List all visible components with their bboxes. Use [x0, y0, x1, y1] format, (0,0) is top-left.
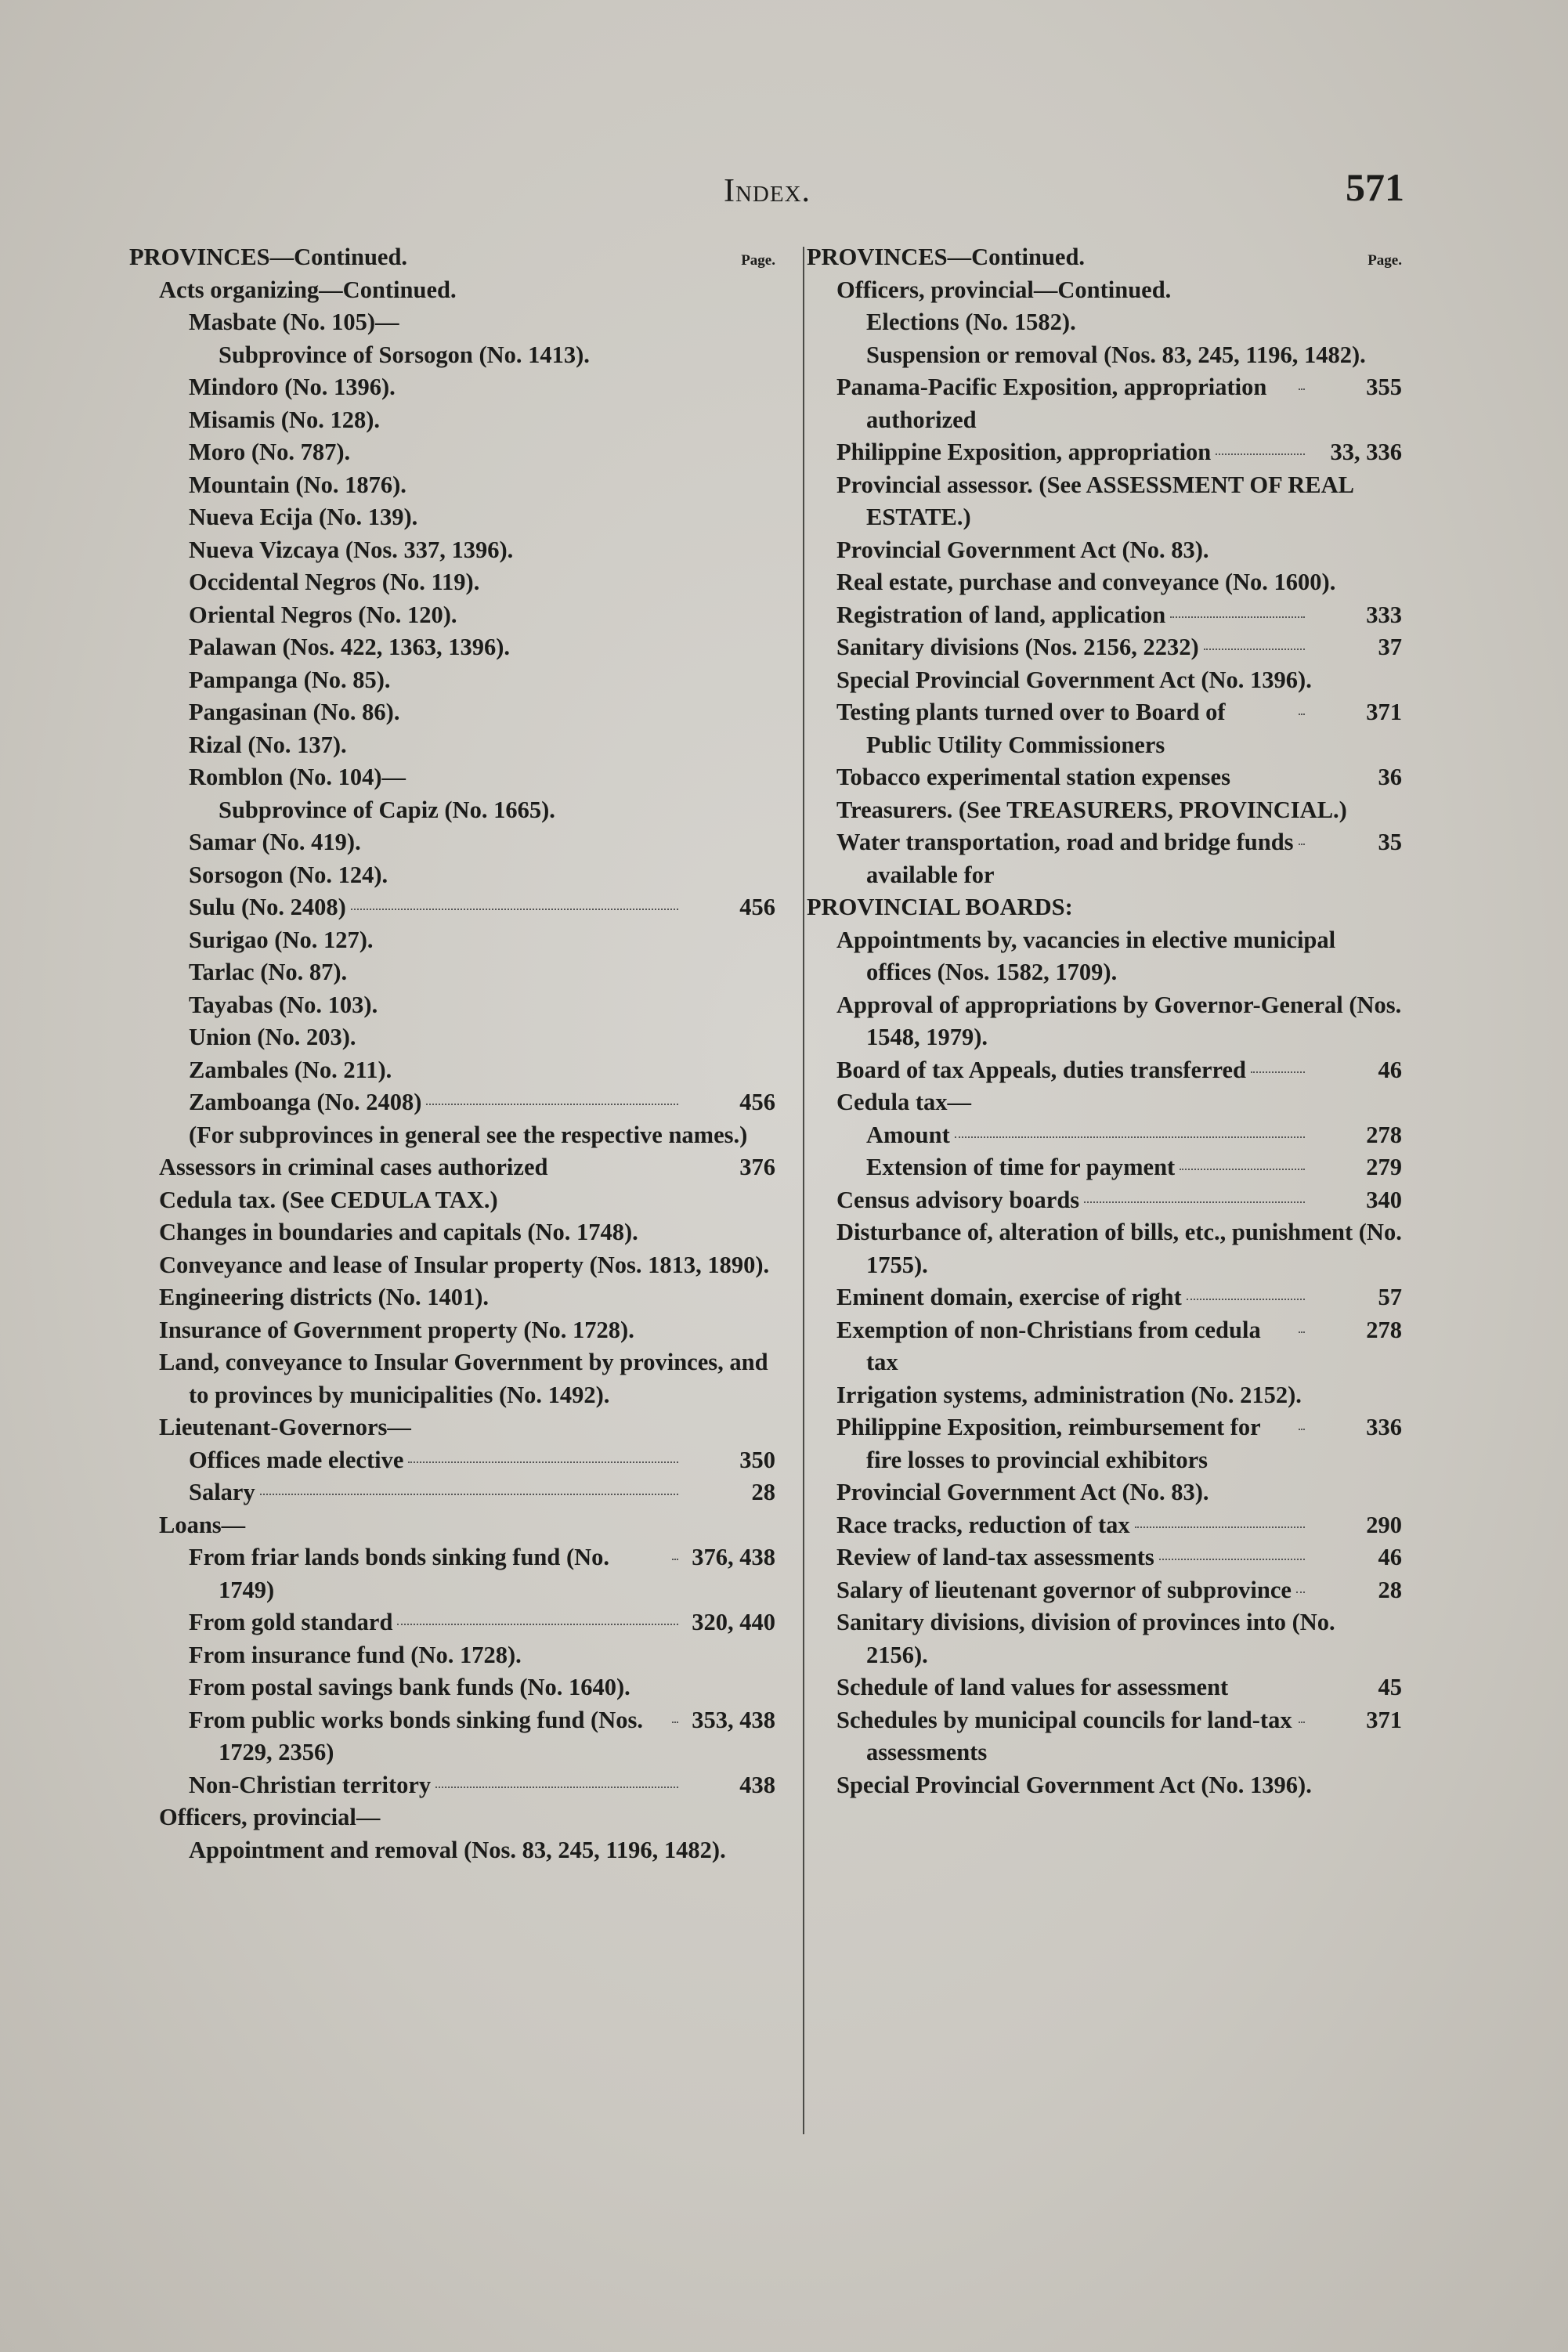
index-entry-text: Engineering districts (No. 1401).	[159, 1284, 490, 1310]
index-entry-text: Surigao (No. 127).	[189, 926, 374, 953]
left-column-heading-text: PROVINCES—Continued.	[129, 244, 408, 270]
index-entry-page: 28	[1378, 1576, 1402, 1603]
left-column	[129, 241, 775, 1866]
index-entry	[129, 534, 775, 567]
index-entry	[129, 1541, 775, 1606]
dot-leader	[1299, 844, 1305, 845]
index-entry-page: 279	[1366, 1154, 1402, 1180]
index-entry-text: Philippine Exposition, appropriation	[836, 439, 1212, 465]
index-entry	[129, 1801, 775, 1834]
dot-leader	[1084, 1201, 1305, 1203]
dot-leader	[672, 1722, 678, 1723]
index-entry-text: Elections (No. 1582).	[866, 309, 1076, 335]
index-entry-text: Pangasinan (No. 86).	[189, 699, 400, 725]
dot-leader	[1135, 1526, 1305, 1528]
index-entry-text: Cedula tax—	[836, 1089, 971, 1115]
index-entry	[807, 599, 1402, 632]
index-entry	[129, 924, 775, 957]
index-entry-text: From public works bonds sinking fund (Nos. 1729, 2356)	[189, 1706, 643, 1765]
left-entry-list	[129, 274, 775, 1867]
index-entry-text: Sanitary divisions (Nos. 2156, 2232)	[836, 634, 1199, 660]
index-entry	[129, 1086, 775, 1119]
dot-leader	[1170, 616, 1305, 618]
index-entry	[129, 274, 775, 307]
dot-leader	[351, 909, 678, 910]
index-entry	[807, 794, 1402, 827]
index-entry	[807, 891, 1402, 924]
dot-leader	[672, 1559, 678, 1560]
index-entry	[807, 1509, 1402, 1542]
index-entry	[129, 1281, 775, 1314]
index-entry-page: 33, 336	[1330, 439, 1402, 465]
index-entry	[807, 1151, 1402, 1184]
index-entry-text: From friar lands bonds sinking fund (No. 1749)	[189, 1544, 610, 1603]
index-entry-text: Treasurers. (See TREASURERS, PROVINCIAL.)	[836, 796, 1347, 823]
dot-leader	[1296, 1591, 1305, 1593]
dot-leader	[1299, 1331, 1305, 1333]
index-entry	[129, 599, 775, 632]
index-entry	[807, 761, 1402, 794]
index-entry-text: From postal savings bank funds (No. 1640).	[189, 1674, 630, 1700]
index-entry-text: Zambales (No. 211).	[189, 1056, 392, 1083]
index-entry-text: Census advisory boards	[836, 1186, 1080, 1213]
index-entry-text: Land, conveyance to Insular Government by provinces, and to provinces by municipalities (No. 1492).	[159, 1349, 768, 1408]
index-entry	[129, 664, 775, 697]
index-entry-text: Registration of land, application	[836, 601, 1166, 628]
index-entry-text: Philippine Exposition, reimbursement for fire losses to provincial exhibitors	[836, 1414, 1261, 1473]
index-entry-text: Union (No. 203).	[189, 1024, 356, 1050]
dot-leader	[435, 1787, 678, 1788]
index-entry	[129, 761, 775, 794]
index-entry	[807, 826, 1402, 891]
index-entry-text: Schedules by municipal councils for land-tax assessments	[836, 1706, 1292, 1765]
index-entry-text: Tayabas (No. 103).	[189, 991, 378, 1018]
index-entry	[129, 1314, 775, 1347]
index-entry-text: Sanitary divisions, division of provinces into (No. 2156).	[836, 1609, 1335, 1668]
index-entry	[807, 1216, 1402, 1281]
index-entry-page: 290	[1366, 1511, 1402, 1538]
index-entry-text: Masbate (No. 105)—	[189, 309, 399, 335]
index-entry-text: Insurance of Government property (No. 1728).	[159, 1316, 634, 1343]
index-entry-text: Misamis (No. 128).	[189, 406, 380, 433]
index-entry-page: 353, 438	[692, 1706, 775, 1733]
index-entry-page: 371	[1366, 699, 1402, 725]
index-entry-page: 278	[1366, 1121, 1402, 1148]
index-entry	[129, 1151, 775, 1184]
dot-leader	[426, 1104, 678, 1105]
index-entry-text: Extension of time for payment	[866, 1154, 1176, 1180]
index-entry-text: PROVINCIAL BOARDS:	[807, 894, 1073, 920]
index-entry	[807, 534, 1402, 567]
index-entry	[807, 989, 1402, 1054]
dot-leader	[1299, 1429, 1305, 1430]
index-entry	[129, 631, 775, 664]
index-entry	[807, 469, 1402, 534]
dot-leader	[1299, 388, 1305, 390]
index-entry	[129, 1249, 775, 1282]
index-entry-page: 371	[1366, 1706, 1402, 1733]
dot-leader	[397, 1624, 678, 1625]
index-entry	[807, 339, 1402, 372]
index-entry-text: Nueva Ecija (No. 139).	[189, 504, 418, 530]
index-entry-text: Approval of appropriations by Governor-General (Nos. 1548, 1979).	[836, 991, 1402, 1050]
dot-leader	[1251, 1071, 1305, 1073]
index-entry	[129, 469, 775, 502]
index-entry-page: 320, 440	[692, 1609, 775, 1635]
index-entry-text: Race tracks, reduction of tax	[836, 1511, 1130, 1538]
left-column-heading	[129, 241, 775, 274]
index-entry-text: Oriental Negros (No. 120).	[189, 601, 457, 628]
index-entry	[807, 631, 1402, 664]
index-entry	[807, 1476, 1402, 1509]
index-entry-text: Officers, provincial—Continued.	[836, 276, 1172, 303]
index-entry-page: 45	[1378, 1674, 1402, 1700]
dot-leader	[260, 1494, 678, 1495]
index-entry	[129, 1411, 775, 1444]
index-entry	[129, 1119, 775, 1152]
index-entry-text: Eminent domain, exercise of right	[836, 1284, 1182, 1310]
index-entry-text: Palawan (Nos. 422, 1363, 1396).	[189, 634, 511, 660]
index-entry	[129, 371, 775, 404]
index-entry	[807, 696, 1402, 761]
index-entry-text: Provincial Government Act (No. 83).	[836, 1479, 1209, 1505]
index-entry-text: Panama-Pacific Exposition, appropriation authorized	[836, 374, 1267, 433]
index-entry-text: Offices made elective	[189, 1446, 404, 1473]
index-entry-text: Irrigation systems, administration (No. 2152).	[836, 1381, 1302, 1408]
running-head	[0, 164, 1568, 219]
index-entry	[129, 794, 775, 827]
index-entry	[807, 1119, 1402, 1152]
index-entry	[807, 1704, 1402, 1769]
index-entry	[129, 891, 775, 924]
index-entry-text: Review of land-tax assessments	[836, 1544, 1154, 1570]
index-entry	[807, 274, 1402, 307]
index-entry	[807, 664, 1402, 697]
index-entry-page: 35	[1378, 829, 1402, 855]
column-divider	[803, 247, 804, 2134]
index-entry	[807, 436, 1402, 469]
index-entry-text: Cedula tax. (See CEDULA TAX.)	[159, 1186, 498, 1213]
index-entry-page: 28	[751, 1479, 775, 1505]
right-column	[807, 241, 1402, 1801]
index-entry-text: Suspension or removal (Nos. 83, 245, 1196, 1482).	[866, 341, 1366, 368]
index-entry	[807, 1281, 1402, 1314]
right-entry-list	[807, 274, 1402, 1802]
index-entry-page: 340	[1366, 1186, 1402, 1213]
index-entry-text: Board of tax Appeals, duties transferred	[836, 1056, 1247, 1083]
index-entry	[129, 826, 775, 859]
left-column-page-label: Page.	[741, 252, 775, 269]
index-entry-text: (For subprovinces in general see the respective names.)	[189, 1121, 748, 1148]
index-entry	[129, 339, 775, 372]
index-entry-page: 376, 438	[692, 1544, 775, 1570]
index-entry	[129, 729, 775, 762]
index-entry	[129, 1216, 775, 1249]
right-column-heading	[807, 241, 1402, 274]
index-entry	[807, 1184, 1402, 1217]
index-entry-text: Zamboanga (No. 2408)	[189, 1089, 422, 1115]
index-entry	[129, 1346, 775, 1411]
index-entry-page: 336	[1366, 1414, 1402, 1440]
index-entry-page: 46	[1378, 1056, 1402, 1083]
index-entry-text: Changes in boundaries and capitals (No. 1748).	[159, 1219, 638, 1245]
index-entry	[129, 1769, 775, 1802]
index-entry-text: Loans—	[159, 1511, 246, 1538]
index-entry-text: Special Provincial Government Act (No. 1396).	[836, 1771, 1312, 1798]
index-entry	[129, 501, 775, 534]
index-entry-text: Water transportation, road and bridge funds available for	[836, 829, 1294, 888]
index-entry-text: Sulu (No. 2408)	[189, 894, 346, 920]
index-entry-page: 350	[739, 1446, 775, 1473]
index-entry	[129, 696, 775, 729]
index-entry	[129, 1054, 775, 1087]
index-entry	[807, 371, 1402, 436]
index-entry	[129, 1021, 775, 1054]
index-entry	[129, 1671, 775, 1704]
index-entry-text: Conveyance and lease of Insular property (Nos. 1813, 1890).	[159, 1251, 770, 1278]
right-column-heading-text: PROVINCES—Continued.	[807, 244, 1086, 270]
index-entry-text: Amount	[866, 1121, 950, 1148]
index-entry-text: Real estate, purchase and conveyance (No. 1600).	[836, 569, 1336, 595]
index-entry-page: 355	[1366, 374, 1402, 400]
running-head-title: Index.	[724, 173, 811, 209]
index-entry-text: Subprovince of Capiz (No. 1665).	[219, 796, 555, 823]
index-entry	[129, 1834, 775, 1867]
index-entry-text: Rizal (No. 137).	[189, 731, 347, 758]
dot-leader	[1299, 1722, 1305, 1723]
index-entry-text: Tarlac (No. 87).	[189, 959, 348, 985]
dot-leader	[1299, 714, 1305, 715]
index-entry-text: Nueva Vizcaya (Nos. 337, 1396).	[189, 536, 514, 563]
right-column-page-label: Page.	[1367, 252, 1402, 269]
index-entry-text: Provincial Government Act (No. 83).	[836, 536, 1209, 563]
index-entry-text: Occidental Negros (No. 119).	[189, 569, 480, 595]
index-entry	[129, 1639, 775, 1672]
index-entry-text: Officers, provincial—	[159, 1804, 381, 1830]
index-entry	[807, 1086, 1402, 1119]
dot-leader	[1204, 649, 1305, 650]
index-entry-text: Tobacco experimental station expenses	[836, 764, 1230, 790]
index-entry-text: Salary	[189, 1479, 255, 1505]
index-entry	[807, 1541, 1402, 1574]
index-entry-text: Appointment and removal (Nos. 83, 245, 1196, 1482).	[189, 1836, 726, 1863]
index-entry	[807, 566, 1402, 599]
index-entry-text: Special Provincial Government Act (No. 1396).	[836, 666, 1312, 693]
index-entry	[807, 1379, 1402, 1412]
index-entry-page: 57	[1378, 1284, 1402, 1310]
index-entry-text: Disturbance of, alteration of bills, etc., punishment (No. 1755).	[836, 1219, 1402, 1278]
index-entry	[129, 404, 775, 437]
index-entry	[129, 859, 775, 892]
index-entry-text: Lieutenant-Governors—	[159, 1414, 411, 1440]
index-entry	[807, 1314, 1402, 1379]
index-entry-text: Testing plants turned over to Board of Public Utility Commissioners	[836, 699, 1226, 758]
index-entry-text: Exemption of non-Christians from cedula tax	[836, 1316, 1261, 1375]
index-entry	[129, 1509, 775, 1542]
index-entry-text: Mindoro (No. 1396).	[189, 374, 396, 400]
index-entry	[807, 924, 1402, 989]
index-entry-text: Pampanga (No. 85).	[189, 666, 391, 693]
dot-leader	[955, 1136, 1305, 1138]
index-entry	[129, 1606, 775, 1639]
index-entry	[129, 989, 775, 1022]
dot-leader	[1187, 1299, 1305, 1300]
dot-leader	[1159, 1559, 1305, 1560]
index-entry-text: From insurance fund (No. 1728).	[189, 1641, 522, 1668]
index-entry	[129, 1184, 775, 1217]
index-entry-text: Romblon (No. 104)—	[189, 764, 406, 790]
index-entry-page: 36	[1378, 764, 1402, 790]
page-number: 571	[1346, 165, 1404, 209]
index-entry-page: 456	[739, 1089, 775, 1115]
index-entry-text: Samar (No. 419).	[189, 829, 361, 855]
dot-leader	[1180, 1169, 1305, 1170]
dot-leader	[408, 1461, 678, 1463]
index-entry-text: Acts organizing—Continued.	[159, 276, 457, 303]
index-entry	[807, 1054, 1402, 1087]
index-entry-text: Mountain (No. 1876).	[189, 471, 406, 498]
index-entry-text: Assessors in criminal cases authorized	[159, 1154, 548, 1180]
index-entry	[129, 566, 775, 599]
index-entry-page: 438	[739, 1771, 775, 1798]
index-entry-text: Moro (No. 787).	[189, 439, 351, 465]
index-entry	[807, 1769, 1402, 1802]
index-entry-page: 46	[1378, 1544, 1402, 1570]
index-entry	[807, 1671, 1402, 1704]
index-entry-text: Provincial assessor. (See ASSESSMENT OF REAL ESTATE.)	[836, 471, 1353, 530]
index-entry	[807, 306, 1402, 339]
index-entry-text: Non-Christian territory	[189, 1771, 432, 1798]
index-entry	[129, 1444, 775, 1477]
dot-leader	[1216, 453, 1305, 455]
index-entry-text: Sorsogon (No. 124).	[189, 861, 388, 888]
index-entry	[807, 1411, 1402, 1476]
index-entry	[807, 1574, 1402, 1607]
index-entry	[129, 436, 775, 469]
index-entry-text: Appointments by, vacancies in elective municipal offices (Nos. 1582, 1709).	[836, 926, 1336, 985]
index-entry	[129, 1704, 775, 1769]
index-entry	[129, 306, 775, 339]
index-entry-page: 278	[1366, 1316, 1402, 1343]
index-entry	[129, 956, 775, 989]
index-entry-page: 376	[739, 1154, 775, 1180]
index-entry-page: 456	[739, 894, 775, 920]
index-entry	[129, 1476, 775, 1509]
index-entry	[807, 1606, 1402, 1671]
index-entry-text: Schedule of land values for assessment	[836, 1674, 1229, 1700]
index-entry-page: 333	[1366, 601, 1402, 628]
index-entry-text: Subprovince of Sorsogon (No. 1413).	[219, 341, 590, 368]
index-entry-page: 37	[1378, 634, 1402, 660]
index-entry-text: Salary of lieutenant governor of subprovince	[836, 1576, 1292, 1603]
index-entry-text: From gold standard	[189, 1609, 393, 1635]
